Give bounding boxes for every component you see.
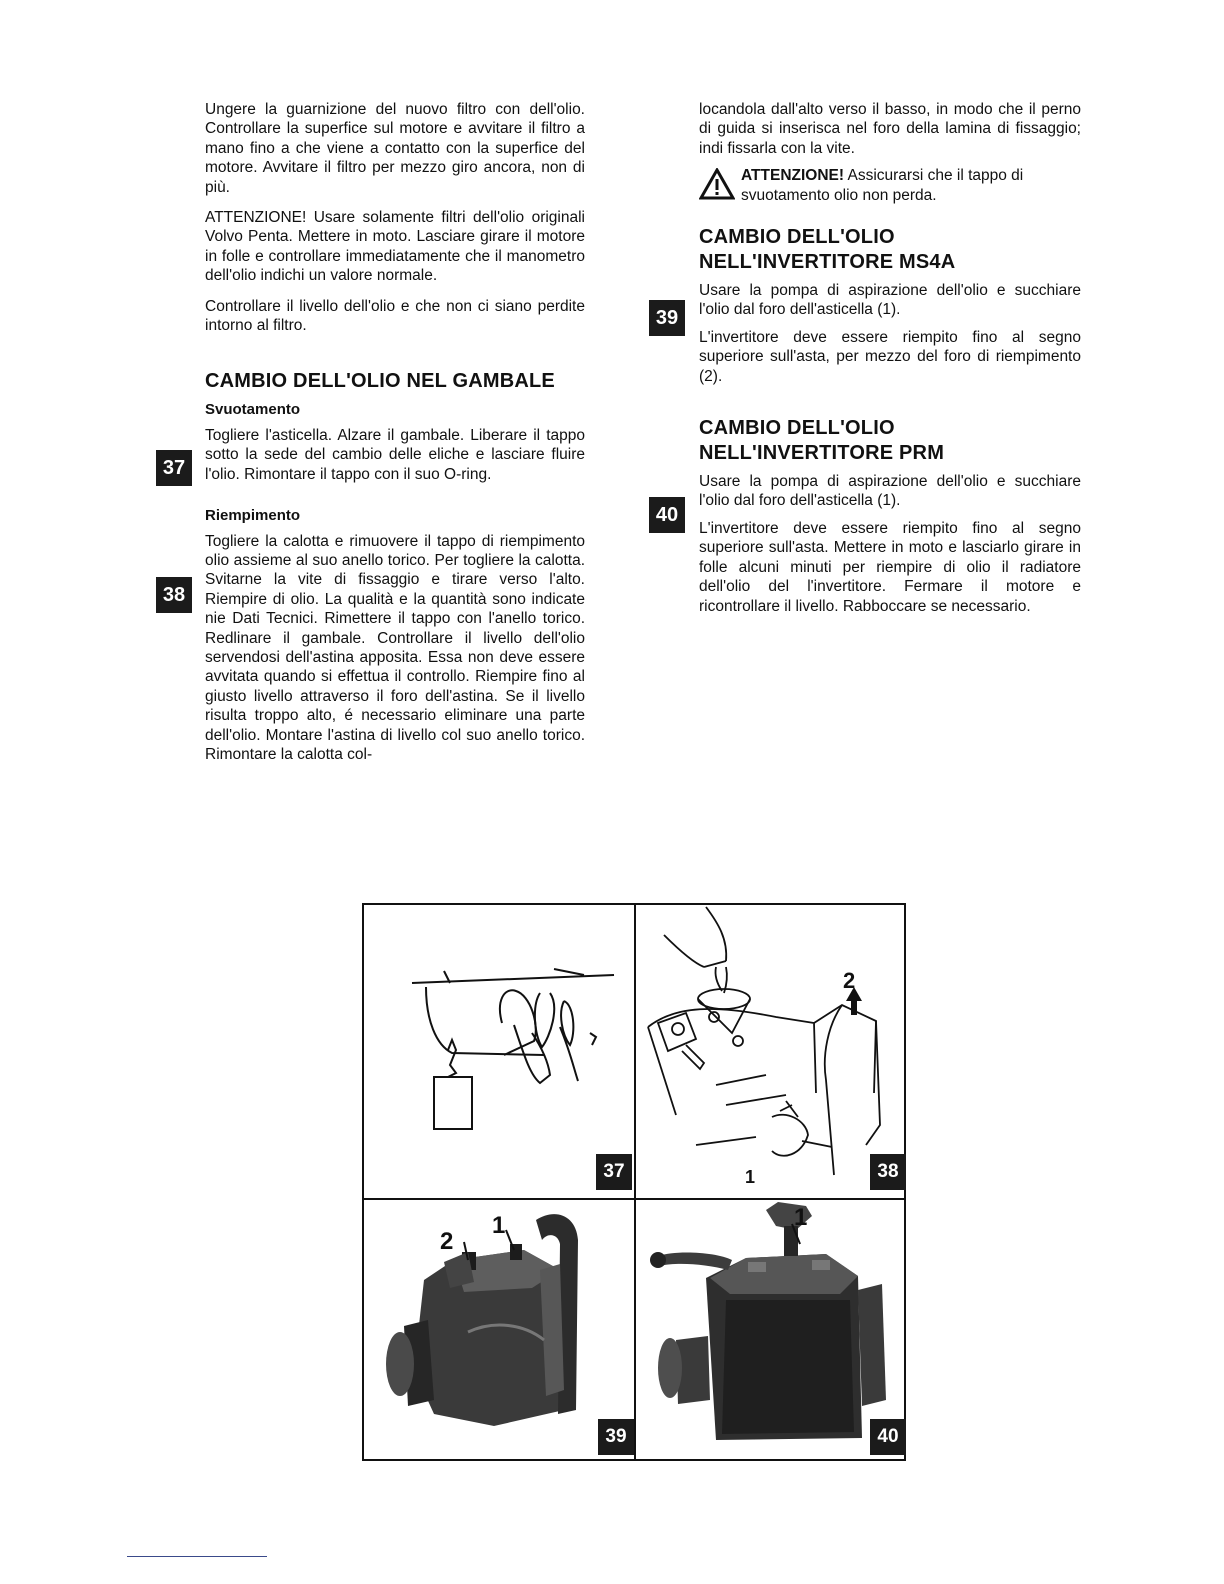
intro-paragraph-1: Ungere la guarnizione del nuovo filtro con dell'olio. Controllare la superfice sul motore e avvitare il filtro a mano fino a che viene a contatto con la superfice del motore. Avvitare il filtro per mezzo giro ancora, non di più. [205,101,585,196]
warning-text-block [741,166,1081,205]
figure-38-panel [636,905,906,1198]
ms4a-paragraph-2: L'invertitore deve essere riempito fino al segno superiore sull'asta, per mezzo del foro di riempimento (2). [699,328,1081,385]
step-40-badge: 40 [649,497,685,533]
intro-paragraph-3: Controllare il livello dell'olio e che non ci siano perdite intorno al filtro. [205,297,585,335]
continuation-paragraph: locandola dall'alto verso il basso, in modo che il perno di guida si inserisca nel foro della lamina di fissaggio; indi fissarla con la vite. [699,101,1081,157]
heading-gambale: CAMBIO DELL'OLIO NEL GAMBALE [205,370,555,393]
figure-38-callout-2: 2 [843,968,856,993]
step-38-text: Togliere la calotta e rimuovere il tappo di riempimento olio assieme al suo anello torico. Per togliere la calotta. Svitarne la vite di fissaggio e tirare verso l'alto. Riempire di olio. La qualità e la quantità sono indicate nie Dati Tecnici. Rimettere il tappo con l'anello torico. Redlinare il gambale. Controllare il livello dell'olio servendosi dell'astina apposita. Essa non deve essere avvitata quando si effettua il controllo. Riempire fino al giusto livello attraverso il foro dell'astina. Se il livello risulta troppo alto, é necessario eliminare una parte dell'olio. Montare l'astina di livello col suo anello torico. Rimontare la calotta col- [205,532,585,763]
prm-gearbox-photo [636,1200,906,1459]
figure-39-callout-2: 2 [440,1228,454,1255]
figure-37-panel [364,905,634,1198]
step-38-badge: 38 [156,577,192,613]
intro-paragraph-2: ATTENZIONE! Usare solamente filtri dell'olio originali Volvo Penta. Mettere in moto. Lasciare girare il motore in folle e controllare immediatamente che il manometro dell'olio indichi un valore normale. [205,209,585,285]
sterndrive-drain-illustration [364,905,634,1198]
figure-37-badge: 37 [596,1154,632,1190]
warning-triangle-icon [699,168,735,200]
oil-refill-illustration [636,905,906,1198]
figure-39-badge: 39 [598,1419,634,1455]
figure-39-callout-1: 1 [492,1212,506,1239]
step-37-text: Togliere l'asticella. Alzare il gambale. Liberare il tappo sotto la sede del cambio delle eliche e lasciare fluire l'olio. Rimontare il tappo con il suo O-ring. [205,426,585,483]
figure-38-badge: 38 [870,1154,906,1190]
subheading-riempimento: Riempimento [205,507,301,525]
step-37-badge: 37 [156,450,192,486]
figure-39-panel [364,1200,634,1459]
warning-text: Assicurarsi che il tappo di svuotamento olio non perda. [741,167,1024,204]
figure-40-badge: 40 [870,1419,906,1455]
footer-rule [127,1556,267,1557]
figure-38-callout-1: 1 [745,1167,756,1187]
figure-40-panel [636,1200,906,1459]
step-39-badge: 39 [649,300,685,336]
prm-paragraph-2: L'invertitore deve essere riempito fino al segno superiore sull'asta. Mettere in moto e lasciarlo girare in folle alcuni minuti per riempire di olio il radiatore dell'olio del l'invertitore. Fermare il motore e ricontrollare il livello. Rabboccare se necessario. [699,519,1081,615]
figure-40-callout-1: 1 [794,1204,808,1231]
warning-block [699,166,1081,205]
prm-paragraph-1: Usare la pompa di aspirazione dell'olio e succhiare l'olio dal foro dell'asticella (1). [699,473,1081,510]
warning-label: ATTENZIONE! [741,167,845,185]
subheading-svuotamento: Svuotamento [205,401,301,419]
figure-grid [362,903,906,1461]
heading-prm: CAMBIO DELL'OLIO NELL'INVERTITORE PRM [699,417,945,465]
left-column [205,100,585,775]
right-column [699,100,1081,627]
ms4a-paragraph-1: Usare la pompa di aspirazione dell'olio e succhiare l'olio dal foro dell'asticella (1). [699,282,1081,319]
heading-ms4a: CAMBIO DELL'OLIO NELL'INVERTITORE MS4A [699,226,956,274]
